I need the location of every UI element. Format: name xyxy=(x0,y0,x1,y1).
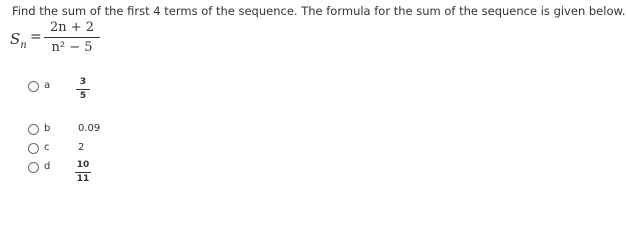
question-text: Find the sum of the first 4 terms of the sequence. The formula for the sum of the sequence is given below. xyxy=(12,4,626,18)
option-letter-a: a xyxy=(44,80,51,91)
option-d-denominator: 11 xyxy=(76,174,90,184)
radio-button-a[interactable] xyxy=(28,81,39,92)
option-letter-d: d xyxy=(44,161,51,172)
option-letter-c: c xyxy=(44,142,50,153)
radio-button-c[interactable] xyxy=(28,143,39,154)
option-c-value: 2 xyxy=(78,142,85,153)
option-d-numerator: 10 xyxy=(76,160,90,170)
radio-button-d[interactable] xyxy=(28,162,39,173)
fraction-bar xyxy=(75,172,91,173)
fraction-bar xyxy=(76,89,90,90)
option-b-value: 0.09 xyxy=(78,123,101,134)
option-a-numerator: 3 xyxy=(79,77,87,87)
formula-lhs: $S_n$ xyxy=(10,30,27,51)
radio-button-b[interactable] xyxy=(28,124,39,135)
option-a-denominator: 5 xyxy=(79,91,87,101)
option-letter-b: b xyxy=(44,123,51,134)
fraction-bar xyxy=(44,37,100,38)
formula-equals: = xyxy=(30,29,42,45)
sum-formula xyxy=(10,20,120,60)
formula-numerator: 2n + 2 xyxy=(49,20,95,35)
option-a-fraction xyxy=(76,77,90,102)
option-d-fraction xyxy=(75,160,91,185)
formula-denominator: n² − 5 xyxy=(51,40,93,55)
formula-fraction xyxy=(44,20,100,56)
